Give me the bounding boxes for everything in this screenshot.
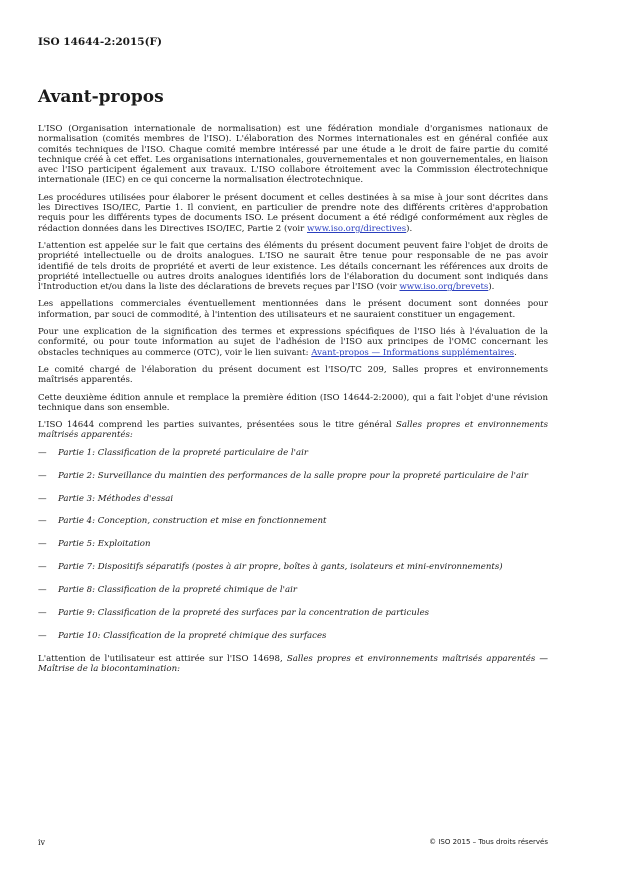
page-number: iv bbox=[38, 838, 46, 847]
list-item: — Partie 4: Conception, construction et mise en fonctionnement bbox=[38, 516, 327, 527]
list-item: — Partie 5: Exploitation bbox=[38, 539, 151, 550]
paragraph-trade-names: Les appellations commerciales éventuellement mentionnées dans le présent document sont données pour information, par souci de commodité, à l'intention des utilisateurs et ne sauraient constituer un engagement. bbox=[38, 299, 548, 320]
list-item: — Partie 2: Surveillance du maintien des performances de la salle propre pour la propreté particulaire de l'air bbox=[38, 470, 528, 481]
list-item: — Partie 10: Classification de la propreté chimique des surfaces bbox=[38, 630, 327, 641]
paragraph-iso-organisation: L'ISO (Organisation internationale de normalisation) est une fédération mondiale d'organismes nationaux de normalisation (comités membres de l'ISO). L'élaboration des Normes internationales est en général confiée aux comités techniques de l'ISO. Chaque comité membre intéressé par une étude a le droit de faire partie du comité technique créé à cet effet. Les organisations internationales, gouvernementales et non gouvernementales, en liaison avec l'ISO participent également aux travaux. L'ISO collabore étroitement avec la Commission électrotechnique internationale (IEC) en ce qui concerne la normalisation électrotechnique. bbox=[38, 124, 548, 186]
paragraph-conformity: Pour une explication de la signification des termes et expressions spécifiques de l'ISO liés à l'évaluation de la conformité, ou pour toute information au sujet de l'adhésion de l'ISO aux principes de l'OMC concernant les obstacles techniques au commerce (OTC), voir le lien suivant: Avant-propos — Informations supplémentaires. bbox=[38, 327, 548, 358]
document-id: ISO 14644-2:2015(F) bbox=[38, 36, 162, 48]
parts-list bbox=[38, 448, 548, 641]
list-item: — Partie 1: Classification de la propreté particulaire de l'air bbox=[38, 447, 308, 458]
list-item: — Partie 8: Classification de la propreté chimique de l'air bbox=[38, 585, 297, 596]
paragraph-iso-14698: L'attention de l'utilisateur est attirée sur l'ISO 14698, Salles propres et environnements maîtrisés apparentés — Maîtrise de la biocontamination: bbox=[38, 653, 549, 675]
paragraph-procedures: Les procédures utilisées pour élaborer le présent document et celles destinées à sa mise à jour sont décrites dans les Directives ISO/IEC, Partie 1. Il convient, en particulier de prendre note des différents critères d'approbation requis pour les différents types de documents ISO. Le présent document a été rédigé conformément aux règles de rédaction données dans les Directives ISO/IEC, Partie 2 (voir www.iso.org/directives). bbox=[38, 192, 548, 234]
paragraph-committee: Le comité chargé de l'élaboration du présent document est l'ISO/TC 209, Salles propres et environnements maîtrisés apparentés. bbox=[38, 364, 548, 386]
list-item: — Partie 3: Méthodes d'essai bbox=[38, 493, 174, 504]
list-item: — Partie 9: Classification de la propreté des surfaces par la concentration de particules bbox=[38, 607, 430, 618]
supplementary-info-link[interactable]: Avant-propos — Informations supplémentaires bbox=[311, 347, 515, 358]
paragraph-patents: L'attention est appelée sur le fait que certains des éléments du présent document peuvent faire l'objet de droits de propriété intellectuelle ou de droits analogues. L'ISO ne saurait être tenue pour responsable de ne pas avoir identifié de tels droits de propriété et averti de leur existence. Les détails concernant les références aux droits de propriété intellectuelle ou autres droits analogues identifiés lors de l'élaboration du document sont indiqués dans l'Introduction et/ou dans la liste des déclarations de brevets reçues par l'ISO (voir www.iso.org/brevets). bbox=[38, 240, 548, 293]
paragraph-edition: Cette deuxième édition annule et remplace la première édition (ISO 14644-2:2000), qui a fait l'objet d'une révision technique dans son ensemble. bbox=[38, 392, 548, 413]
directives-link[interactable]: www.iso.org/directives bbox=[306, 223, 407, 234]
paragraph-parts-intro: L'ISO 14644 comprend les parties suivantes, présentées sous le titre général Salles propres et environnements maîtrisés apparentés: bbox=[38, 420, 548, 441]
foreword-body bbox=[38, 124, 548, 681]
section-title: Avant-propos bbox=[38, 87, 164, 107]
list-item: — Partie 7: Dispositifs séparatifs (postes à air propre, boîtes à gants, isolateurs et mini-environnements) bbox=[38, 562, 503, 573]
copyright-notice: © ISO 2015 – Tous droits réservés bbox=[429, 838, 548, 846]
patents-link[interactable]: www.iso.org/brevets bbox=[399, 282, 489, 293]
